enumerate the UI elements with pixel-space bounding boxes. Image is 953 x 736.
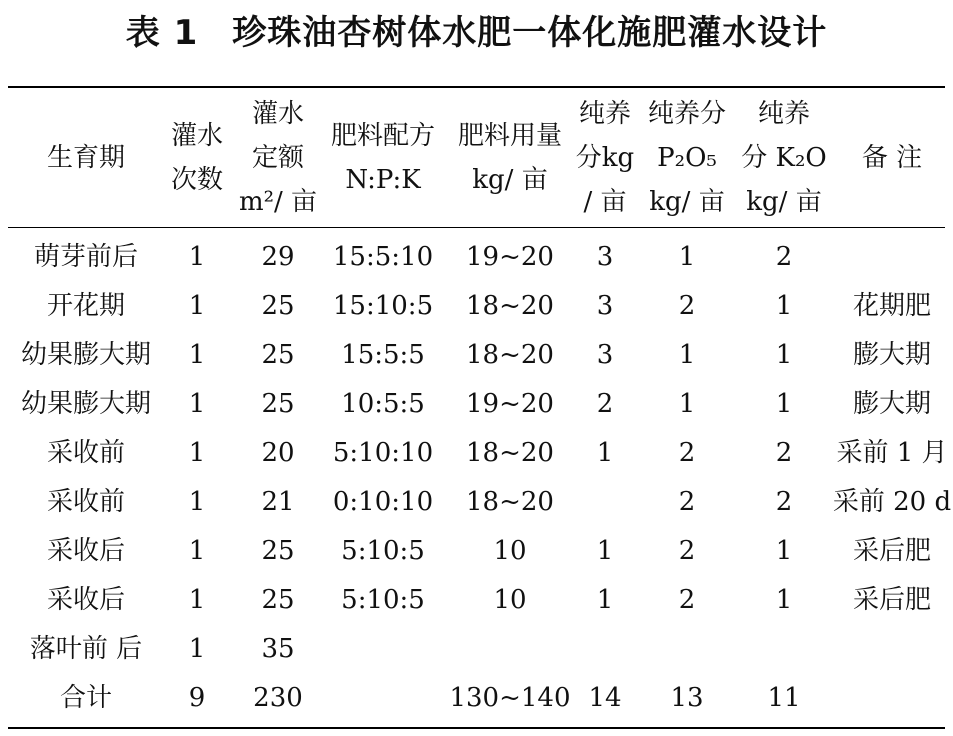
cell-n: 2 (596, 388, 614, 419)
cell-stage: 采收前 (46, 486, 125, 517)
cell-times: 1 (188, 535, 206, 566)
cell-note (832, 673, 952, 722)
header-line: kg/ 亩 (649, 187, 725, 217)
cell-k: 2 (775, 437, 793, 468)
cell-n: 1 (596, 437, 614, 468)
cell-quota: 25 (261, 584, 295, 615)
header-line: 备 注 (861, 143, 923, 173)
header-stage (8, 90, 164, 226)
cell-p: 13 (670, 682, 704, 713)
cell-formula: 15:5:5 (341, 339, 425, 370)
cell-times: 1 (188, 241, 206, 272)
header-line: 分kg (575, 143, 635, 173)
cell-quota: 35 (261, 633, 295, 664)
cell-n: 1 (596, 584, 614, 615)
cell-stage: 萌芽前后 (33, 241, 138, 272)
header-line: 纯养分 (647, 99, 726, 129)
table-row-total (0, 673, 953, 722)
cell-amount: 19~20 (466, 241, 554, 272)
cell-n: 14 (588, 682, 622, 713)
cell-amount (446, 624, 574, 673)
cell-quota: 25 (261, 339, 295, 370)
cell-stage: 合计 (59, 682, 112, 713)
cell-stage: 开花期 (46, 290, 125, 321)
cell-formula: 5:10:10 (332, 437, 434, 468)
header-irrigation-quota (238, 90, 318, 226)
header-fertilizer-formula (322, 90, 444, 226)
cell-quota: 25 (261, 290, 295, 321)
cell-stage: 采收后 (46, 584, 125, 615)
cell-p: 2 (678, 437, 696, 468)
cell-k: 1 (775, 290, 793, 321)
cell-formula (322, 673, 444, 722)
cell-amount: 19~20 (466, 388, 554, 419)
header-stage-label: 生育期 (46, 143, 125, 173)
cell-quota: 29 (261, 241, 295, 272)
cell-n: 3 (596, 241, 614, 272)
cell-times: 1 (188, 486, 206, 517)
header-line: 肥料配方 (330, 121, 435, 151)
cell-note: 采后肥 (852, 584, 931, 615)
table-row (0, 330, 953, 379)
cell-note: 膨大期 (852, 388, 931, 419)
header-line: 灌水 (170, 121, 223, 151)
cell-times: 1 (188, 388, 206, 419)
cell-note (832, 624, 952, 673)
table-caption: 珍珠油杏树体水肥一体化施肥灌水设计 (232, 13, 828, 53)
cell-quota: 230 (253, 682, 303, 713)
cell-amount: 18~20 (466, 290, 554, 321)
table-row (0, 428, 953, 477)
cell-amount: 18~20 (466, 437, 554, 468)
header-line: 肥料用量 (457, 121, 562, 151)
header-line: 纯养 (757, 99, 810, 129)
cell-formula: 0:10:10 (332, 486, 434, 517)
header-note (832, 90, 952, 226)
header-pure-n (572, 90, 638, 226)
header-line: 定额 (251, 143, 304, 173)
table-row (0, 575, 953, 624)
cell-k: 1 (775, 388, 793, 419)
cell-note: 采后肥 (852, 535, 931, 566)
cell-k: 11 (767, 682, 801, 713)
cell-formula: 5:10:5 (341, 535, 425, 566)
cell-stage: 幼果膨大期 (20, 339, 151, 370)
table-row (0, 624, 953, 673)
cell-note (832, 232, 952, 281)
header-line: 纯养 (578, 99, 631, 129)
table-row (0, 477, 953, 526)
header-line: 分 K₂O (741, 143, 827, 173)
cell-note: 采前 20 d (832, 486, 952, 517)
cell-quota: 21 (261, 486, 295, 517)
header-line: kg/ 亩 (746, 187, 822, 217)
table-row (0, 379, 953, 428)
cell-p (642, 624, 732, 673)
cell-k: 2 (775, 241, 793, 272)
cell-formula: 5:10:5 (341, 584, 425, 615)
table-title (0, 8, 953, 58)
cell-note: 花期肥 (852, 290, 931, 321)
cell-stage: 落叶前 后 (29, 633, 143, 664)
cell-times: 1 (188, 633, 206, 664)
cell-times: 1 (188, 584, 206, 615)
cell-times: 9 (188, 682, 206, 713)
cell-stage: 采收后 (46, 535, 125, 566)
bottom-rule (8, 727, 945, 729)
cell-p: 1 (678, 241, 696, 272)
table-number: 表 1 (125, 13, 199, 53)
cell-n (572, 624, 638, 673)
cell-k: 2 (775, 486, 793, 517)
cell-formula: 15:5:10 (332, 241, 434, 272)
cell-formula: 15:10:5 (332, 290, 434, 321)
header-line: kg/ 亩 (472, 165, 548, 195)
cell-times: 1 (188, 437, 206, 468)
cell-amount: 18~20 (466, 339, 554, 370)
header-line: / 亩 (583, 187, 627, 217)
cell-formula (322, 624, 444, 673)
header-fertilizer-amount (446, 90, 574, 226)
header-line: P₂O₅ (657, 143, 717, 173)
cell-p: 2 (678, 290, 696, 321)
cell-quota: 25 (261, 388, 295, 419)
cell-formula: 10:5:5 (341, 388, 425, 419)
cell-amount: 18~20 (466, 486, 554, 517)
cell-p: 2 (678, 584, 696, 615)
cell-n: 3 (596, 290, 614, 321)
cell-k: 1 (775, 535, 793, 566)
cell-note: 膨大期 (852, 339, 931, 370)
table-row (0, 281, 953, 330)
header-line: m²/ 亩 (238, 187, 318, 217)
header-line: N:P:K (345, 165, 421, 195)
cell-quota: 20 (261, 437, 295, 468)
header-line: 灌水 (251, 99, 304, 129)
cell-k (738, 624, 830, 673)
cell-p: 1 (678, 339, 696, 370)
header-irrigation-times (160, 90, 234, 226)
cell-quota: 25 (261, 535, 295, 566)
cell-amount: 130~140 (449, 682, 571, 713)
cell-p: 2 (678, 535, 696, 566)
table-row (0, 526, 953, 575)
top-rule (8, 86, 945, 88)
cell-k: 1 (775, 339, 793, 370)
cell-amount: 10 (493, 535, 527, 566)
cell-n: 1 (596, 535, 614, 566)
table-row (0, 232, 953, 281)
header-pure-p2o5 (642, 90, 732, 226)
header-rule (8, 227, 945, 228)
cell-k: 1 (775, 584, 793, 615)
cell-note: 采前 1 月 (836, 437, 948, 468)
cell-n: 3 (596, 339, 614, 370)
cell-p: 2 (678, 486, 696, 517)
cell-amount: 10 (493, 584, 527, 615)
cell-n (572, 477, 638, 526)
header-line: 次数 (170, 165, 223, 195)
header-pure-k2o (738, 90, 830, 226)
cell-stage: 采收前 (46, 437, 125, 468)
cell-p: 1 (678, 388, 696, 419)
cell-stage: 幼果膨大期 (20, 388, 151, 419)
cell-times: 1 (188, 290, 206, 321)
cell-times: 1 (188, 339, 206, 370)
